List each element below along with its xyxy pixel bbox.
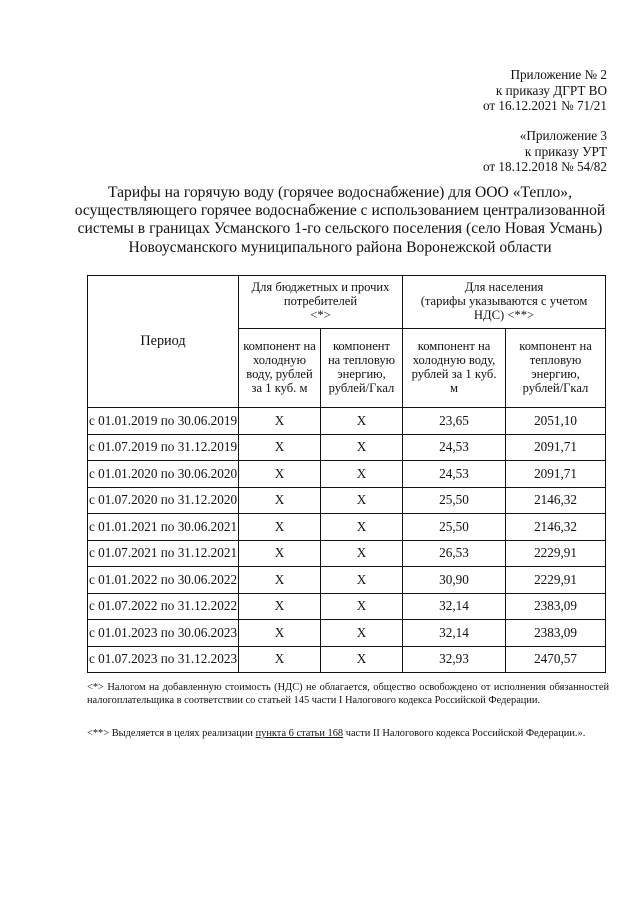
budget-consumers-header (239, 276, 403, 329)
value-cell: Х (239, 646, 321, 673)
header-line: компонент на (417, 339, 491, 354)
table-row (88, 408, 606, 435)
footnote-text: части II Налогового кодекса Российской Федерации.». (343, 728, 586, 739)
value-cell: Х (321, 567, 403, 594)
header-line: потребителей (283, 294, 358, 309)
tax-code-link[interactable]: пункта 6 статьи 168 (255, 728, 344, 739)
population-header (403, 276, 606, 329)
period-cell: с 01.07.2020 по 31.12.2020 (88, 487, 239, 514)
original-appendix-header (483, 128, 607, 175)
header-line: на тепловую (327, 353, 396, 368)
appendix-number: Приложение № 2 (510, 67, 607, 82)
header-line: <*> (310, 307, 331, 322)
value-cell: 25,50 (403, 487, 506, 514)
table-row (88, 593, 606, 620)
header-line: рублей за 1 куб. (411, 367, 497, 381)
value-cell: Х (321, 408, 403, 435)
value-cell: Х (321, 593, 403, 620)
value-cell: 32,14 (403, 593, 506, 620)
period-cell: с 01.01.2019 по 30.06.2019 (88, 408, 239, 435)
header-line: за 1 куб. м (251, 380, 308, 395)
value-cell: Х (239, 620, 321, 647)
period-cell: с 01.07.2019 по 31.12.2019 (88, 434, 239, 461)
header-line: компонент на (243, 339, 316, 354)
population-cold-water-header (403, 329, 506, 408)
footnote-vat-included (87, 727, 609, 740)
value-cell: Х (321, 540, 403, 567)
title-line: Тарифы на горячую воду (горячее водоснабжение) для ООО «Тепло», (108, 184, 572, 201)
appendix-order-ref: к приказу ДГРТ ВО (495, 82, 607, 98)
header-line: м (450, 380, 458, 395)
original-order-date: от 18.12.2018 № 54/82 (482, 159, 607, 174)
value-cell: Х (321, 487, 403, 514)
period-cell: с 01.07.2021 по 31.12.2021 (88, 540, 239, 567)
value-cell: Х (239, 567, 321, 594)
value-cell: 2051,10 (506, 408, 606, 435)
value-cell: 2383,09 (506, 593, 606, 620)
value-cell: 2146,32 (506, 487, 606, 514)
appendix-header (483, 67, 607, 114)
value-cell: 2229,91 (506, 567, 606, 594)
period-cell: с 01.01.2022 по 30.06.2022 (88, 567, 239, 594)
value-cell: 2091,71 (506, 461, 606, 488)
table-row (88, 646, 606, 673)
value-cell: 32,93 (403, 646, 506, 673)
period-cell: с 01.01.2023 по 30.06.2023 (88, 620, 239, 647)
title-line: осуществляющего горячее водоснабжение с использованием централизованной (74, 202, 606, 220)
header-line: холодную (252, 353, 307, 368)
value-cell: 30,90 (403, 567, 506, 594)
value-cell: Х (239, 434, 321, 461)
period-cell: с 01.07.2022 по 31.12.2022 (88, 593, 239, 620)
header-line: (тарифы указываются с учетом (420, 294, 588, 309)
header-line: холодную воду, (412, 353, 496, 368)
header-line: воду, рублей (246, 367, 313, 381)
header-line: энергию, (337, 367, 386, 381)
value-cell: 2470,57 (506, 646, 606, 673)
header-line: НДС) <**> (473, 307, 535, 322)
value-cell: Х (239, 514, 321, 541)
table-row (88, 540, 606, 567)
value-cell: Х (239, 408, 321, 435)
header-line: рублей/Гкал (328, 380, 395, 395)
value-cell: Х (239, 487, 321, 514)
value-cell: Х (321, 620, 403, 647)
value-cell: 2091,71 (506, 434, 606, 461)
footnote-text: <**> Выделяется в целях реализации (87, 728, 256, 739)
header-line: тепловую (529, 353, 582, 368)
value-cell: 2229,91 (506, 540, 606, 567)
table-row (88, 620, 606, 647)
title-line: Новоусманского муниципального района Воронежской области (128, 238, 552, 256)
value-cell: Х (239, 540, 321, 567)
header-line: компонент (332, 339, 391, 354)
period-header: Период (88, 276, 239, 408)
heat-energy-component-header (321, 329, 403, 408)
header-line: компонент на (519, 339, 592, 354)
value-cell: Х (321, 514, 403, 541)
value-cell: Х (321, 646, 403, 673)
document-title (60, 184, 620, 257)
value-cell: Х (239, 461, 321, 488)
period-cell: с 01.01.2020 по 30.06.2020 (88, 461, 239, 488)
population-heat-energy-header (506, 329, 606, 408)
value-cell: 2383,09 (506, 620, 606, 647)
value-cell: 23,65 (403, 408, 506, 435)
value-cell: 2146,32 (506, 514, 606, 541)
original-appendix-number: «Приложение 3 (519, 128, 607, 143)
period-cell: с 01.07.2023 по 31.12.2023 (88, 646, 239, 673)
table-row (88, 567, 606, 594)
value-cell: Х (321, 434, 403, 461)
header-line: Для бюджетных и прочих (251, 280, 390, 295)
original-order-ref: к приказу УРТ (524, 143, 607, 159)
value-cell: 32,14 (403, 620, 506, 647)
value-cell: Х (239, 593, 321, 620)
value-cell: 24,53 (403, 461, 506, 488)
header-line: энергию, (531, 367, 580, 381)
footnote-vat-exempt: <*> Налогом на добавленную стоимость (НДС) не облагается, общество освобождено от исполнения обязанностей налогоплательщика в соответствии со статьей 145 части I Налогового кодекса Российской Федерации. (87, 682, 609, 706)
value-cell: 26,53 (403, 540, 506, 567)
table-header-row (88, 276, 606, 329)
period-cell: с 01.01.2021 по 30.06.2021 (88, 514, 239, 541)
tariff-table (87, 275, 606, 673)
table-row (88, 487, 606, 514)
appendix-order-date: от 16.12.2021 № 71/21 (482, 98, 607, 113)
table-row (88, 514, 606, 541)
header-line: рублей/Гкал (522, 380, 589, 395)
cold-water-component-header (239, 329, 321, 408)
value-cell: 24,53 (403, 434, 506, 461)
table-row (88, 461, 606, 488)
title-line: системы в границах Усманского 1-го сельского поселения (село Новая Усмань) (77, 220, 603, 238)
header-line: Для населения (464, 280, 544, 295)
value-cell: Х (321, 461, 403, 488)
value-cell: 25,50 (403, 514, 506, 541)
table-row (88, 434, 606, 461)
